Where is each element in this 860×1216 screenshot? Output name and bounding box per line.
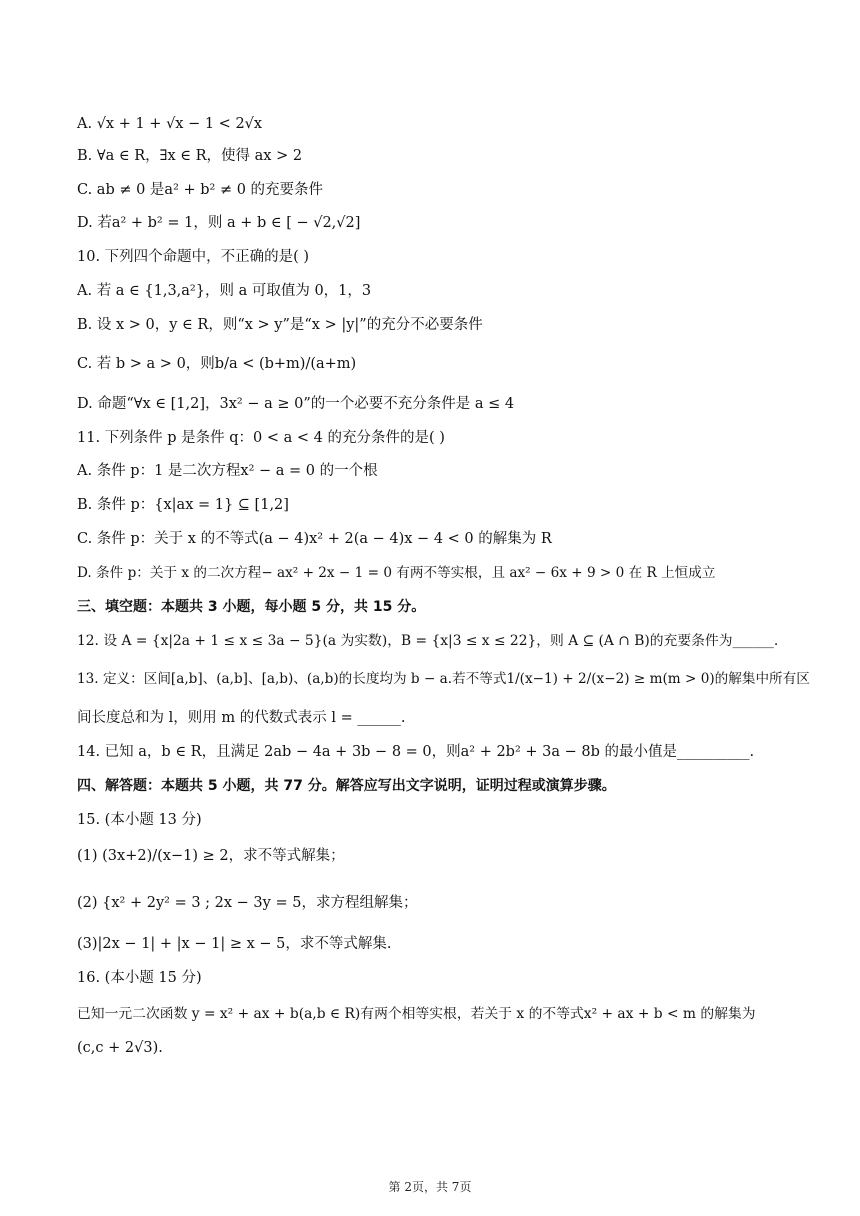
option-9c: C. ab ≠ 0 是a² + b² ≠ 0 的充要条件 — [77, 182, 324, 198]
question-16-continued: (c,c + 2√3). — [77, 1040, 163, 1056]
question-14: 14. 已知 a，b ∈ R，且满足 2ab − 4a + 3b − 8 = 0，则a² + 2b² + 3a − 8b 的最小值是__________. — [77, 744, 755, 760]
question-16: 16. (本小题 15 分) — [77, 970, 202, 986]
question-13-continued: 间长度总和为 l，则用 m 的代数式表示 l = ______. — [77, 710, 406, 726]
question-13: 13. 定义：区间[a,b]、(a,b]、[a,b)、(a,b)的长度均为 b − a.若不等式1/(x−1) + 2/(x−2) ≥ m(m > 0)的解集中所有区 — [77, 671, 810, 687]
option-11a: A. 条件 p：1 是二次方程x² − a = 0 的一个根 — [77, 463, 378, 479]
question-15: 15. (本小题 13 分) — [77, 812, 202, 828]
option-11d: D. 条件 p：关于 x 的二次方程− ax² + 2x − 1 = 0 有两不等实根，且 ax² − 6x + 9 > 0 在 R 上恒成立 — [77, 565, 716, 581]
option-11b: B. 条件 p：{x|ax = 1} ⊆ [1,2] — [77, 497, 289, 513]
question-15-part-3: (3)|2x − 1| + |x − 1| ≥ x − 5，求不等式解集. — [77, 936, 392, 952]
question-16-body: 已知一元二次函数 y = x² + ax + b(a,b ∈ R)有两个相等实根，若关于 x 的不等式x² + ax + b < m 的解集为 — [77, 1006, 756, 1022]
question-10: 10. 下列四个命题中，不正确的是( ) — [77, 249, 310, 265]
question-15-part-1: (1) (3x+2)/(x−1) ≥ 2，求不等式解集； — [77, 848, 345, 864]
option-10d: D. 命题“∀x ∈ [1,2]，3x² − a ≥ 0”的一个必要不充分条件是 a ≤ 4 — [77, 396, 515, 412]
page-number: 第 2页，共 7页 — [388, 1180, 472, 1194]
question-15-part-2: (2) {x² + 2y² = 3 ; 2x − 3y = 5，求方程组解集； — [77, 895, 418, 911]
section-3-heading: 三、填空题：本题共 3 小题，每小题 5 分，共 15 分。 — [77, 599, 426, 615]
option-9a: A. √x + 1 + √x − 1 < 2√x — [77, 116, 263, 132]
option-10c: C. 若 b > a > 0，则b/a < (b+m)/(a+m) — [77, 356, 357, 372]
question-12: 12. 设 A = {x|2a + 1 ≤ x ≤ 3a − 5}(a 为实数)，B = {x|3 ≤ x ≤ 22}，则 A ⊆ (A ∩ B)的充要条件为______. — [77, 633, 779, 649]
option-11c: C. 条件 p：关于 x 的不等式(a − 4)x² + 2(a − 4)x − 4 < 0 的解集为 R — [77, 531, 552, 547]
option-9d: D. 若a² + b² = 1，则 a + b ∈ [ − √2,√2] — [77, 215, 361, 231]
section-4-heading: 四、解答题：本题共 5 小题，共 77 分。解答应写出文字说明，证明过程或演算步骤。 — [77, 778, 616, 794]
option-10a: A. 若 a ∈ {1,3,a²}，则 a 可取值为 0，1，3 — [77, 283, 372, 299]
option-10b: B. 设 x > 0，y ∈ R，则“x > y”是“x > |y|”的充分不必要条件 — [77, 317, 483, 333]
option-9b: B. ∀a ∈ R，∃x ∈ R，使得 ax > 2 — [77, 148, 303, 164]
question-11: 11. 下列条件 p 是条件 q：0 < a < 4 的充分条件的是( ) — [77, 430, 445, 446]
